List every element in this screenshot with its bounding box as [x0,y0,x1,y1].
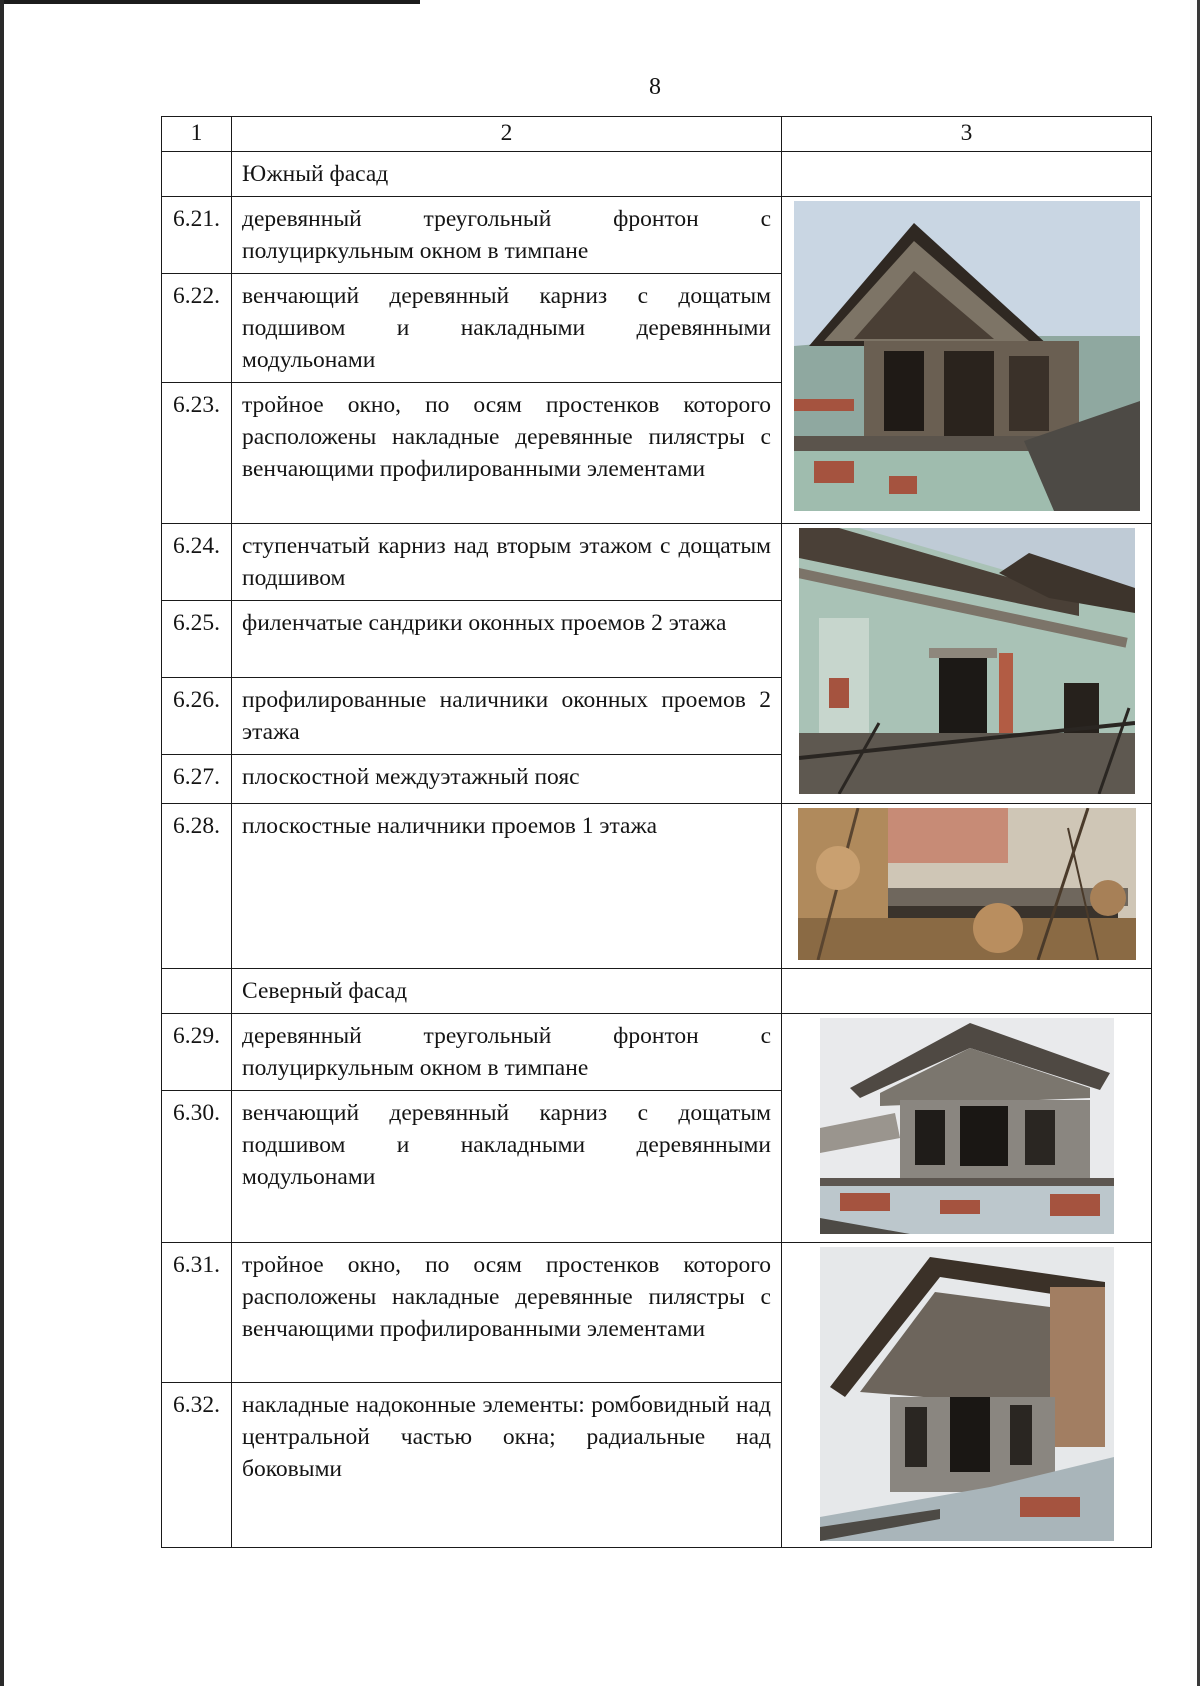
row-number: 6.23. [162,383,232,524]
scan-edge-top [0,0,420,4]
row-number: 6.25. [162,601,232,678]
photo-cell-north-window [782,1243,1152,1548]
photo-south-first-floor [798,808,1136,960]
section-title-south: Южный фасад [232,152,782,197]
page-number: 8 [649,74,661,100]
row-description: венчающий деревянный карниз с дощатым подшивом и накладными деревянными модульонами [232,1091,782,1243]
photo-south-dormer [794,201,1140,511]
row-number: 6.22. [162,274,232,383]
dormer-pediment-photo [794,201,1140,511]
north-dormer-photo [820,1018,1114,1234]
row-description: тройное окно, по осям простенков которого расположены накладные деревянные пилястры с венчающими профилированными элементами [232,1243,782,1383]
photo-north-dormer [820,1018,1114,1234]
header-col-3: 3 [782,117,1152,152]
row-description: тройное окно, по осям простенков которого расположены накладные деревянные пилястры с венчающими профилированными элементами [232,383,782,524]
header-col-1: 1 [162,117,232,152]
row-description: накладные надоконные элементы: ромбовидный над центральной частью окна; радиальные над боковыми [232,1383,782,1548]
section-title-north: Северный фасад [232,969,782,1014]
photo-south-second-floor [799,528,1135,794]
row-number: 6.24. [162,524,232,601]
row-number: 6.26. [162,678,232,755]
table-row [162,1243,1152,1383]
section-num-cell [162,969,232,1014]
row-description: ступенчатый карниз над вторым этажом с дощатым подшивом [232,524,782,601]
scan-edge-left [0,0,4,1686]
section-photo-cell [782,152,1152,197]
section-photo-cell [782,969,1152,1014]
photo-north-window [820,1247,1114,1541]
table-header-row [162,117,1152,152]
section-num-cell [162,152,232,197]
second-floor-facade-photo [799,528,1135,794]
row-description: деревянный треугольный фронтон с полуциркульным окном в тимпане [232,1014,782,1091]
table-row [162,804,1152,969]
row-number: 6.21. [162,197,232,274]
row-number: 6.32. [162,1383,232,1548]
row-number: 6.28. [162,804,232,969]
row-description: деревянный треугольный фронтон с полуциркульным окном в тимпане [232,197,782,274]
row-number: 6.31. [162,1243,232,1383]
section-row-south [162,152,1152,197]
row-description: плоскостные наличники проемов 1 этажа [232,804,782,969]
photo-cell-south-first-floor [782,804,1152,969]
table-row [162,197,1152,274]
row-number: 6.27. [162,755,232,804]
row-description: плоскостной междуэтажный пояс [232,755,782,804]
photo-cell-north-dormer [782,1014,1152,1243]
first-floor-overgrown-photo [798,808,1136,960]
row-description: филенчатые сандрики оконных проемов 2 этажа [232,601,782,678]
photo-cell-south-dormer [782,197,1152,524]
header-col-2: 2 [232,117,782,152]
row-description: венчающий деревянный карниз с дощатым подшивом и накладными деревянными модульонами [232,274,782,383]
north-triple-window-photo [820,1247,1114,1541]
table-row [162,1014,1152,1091]
row-number: 6.29. [162,1014,232,1091]
row-description: профилированные наличники оконных проемов 2 этажа [232,678,782,755]
row-number: 6.30. [162,1091,232,1243]
photo-cell-south-second-floor [782,524,1152,804]
heritage-elements-table [161,116,1152,1548]
section-row-north [162,969,1152,1014]
table-row [162,524,1152,601]
